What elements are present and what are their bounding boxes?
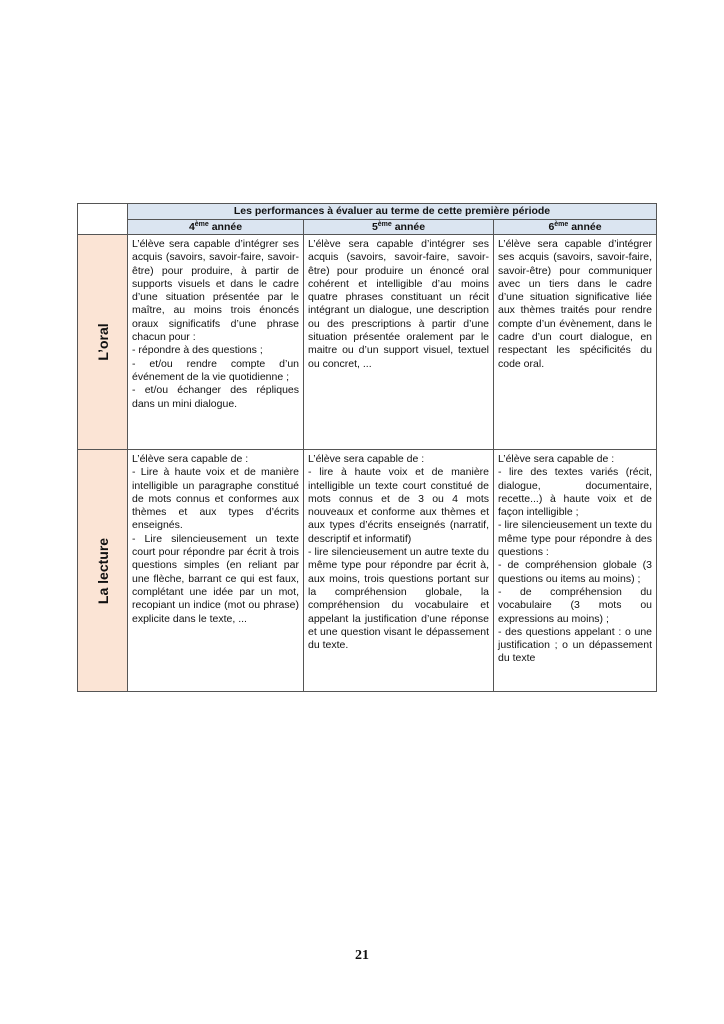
row-label-lecture: La lecture xyxy=(78,450,128,692)
year-header-4: 4ème année xyxy=(128,220,304,235)
cell-lecture-4: L’élève sera capable de : - Lire à haute voix et de manière intelligible un paragraphe constitué de mots connus et conformes aux thèmes et aux types d’écrits enseignés. - Lire silencieusement un texte court pour répondre par écrit à trois questions simples (en reliant par une flèche, barrant ce qui est faux, complétant une idée par un mot, recopiant un indice (mot ou phrase) explicite dans le texte, ... xyxy=(128,450,304,692)
row-lecture xyxy=(78,450,657,692)
cell-oral-4: L’élève sera capable d’intégrer ses acquis (savoirs, savoir-faire, savoir-être) pour produire, à partir de supports visuels et dans le cadre d’une situation présentée par le maître, au moins trois énoncés oraux significatifs d’une phrase chacun pour : - répondre à des questions ; - et/ou rendre compte d’un événement de la vie quotidienne ; - et/ou échanger des répliques dans un mini dialogue. xyxy=(128,235,304,450)
corner-cell xyxy=(78,204,128,235)
year-header-6: 6ème année xyxy=(494,220,657,235)
row-label-oral: L’oral xyxy=(78,235,128,450)
cell-oral-5: L’élève sera capable d’intégrer ses acquis (savoirs, savoir-faire, savoir-être) pour produire un énoncé oral cohérent et intelligible d’au moins quatre phrases constituant un récit intégrant un dialogue, une description ou des prescriptions à partir d’une situation présentée oralement par le maitre ou d’un support visuel, textuel ou concret, ... xyxy=(304,235,494,450)
years-row xyxy=(78,220,657,235)
row-oral xyxy=(78,235,657,450)
cell-lecture-5: L’élève sera capable de : - lire à haute voix et de manière intelligible un texte court constitué de mots connus et de 3 ou 4 mots nouveaux et conforme aux thèmes et aux types d’écrits enseignés (narratif, descriptif et informatif) - lire silencieusement un autre texte du même type pour répondre par écrit à, aux moins, trois questions portant sur la compréhension globale, la compréhension du vocabulaire et appelant la justification d’une réponse et une question visant le dépassement du texte. xyxy=(304,450,494,692)
performance-table xyxy=(77,203,657,692)
cell-oral-6: L’élève sera capable d’intégrer ses acquis (savoirs, savoir-faire, savoir-être) pour communiquer avec un tiers dans le cadre d’une situation significative liée aux thèmes traités pour rendre compte d’un évènement, dans le cadre d’un court dialogue, en respectant les spécificités du code oral. xyxy=(494,235,657,450)
page-number: 21 xyxy=(355,948,369,963)
year-header-5: 5ème année xyxy=(304,220,494,235)
table-title: Les performances à évaluer au terme de cette première période xyxy=(128,204,657,220)
title-row xyxy=(78,204,657,220)
cell-lecture-6: L’élève sera capable de : - lire des textes variés (récit, dialogue, documentaire, recette...) à haute voix et de façon intelligible ; - lire silencieusement un texte du même type pour répondre à des questions : - de compréhension globale (3 questions ou items au moins) ; - de compréhension du vocabulaire (3 mots ou expressions au moins) ; - des questions appelant : o une justification ; o un dépassement du texte xyxy=(494,450,657,692)
